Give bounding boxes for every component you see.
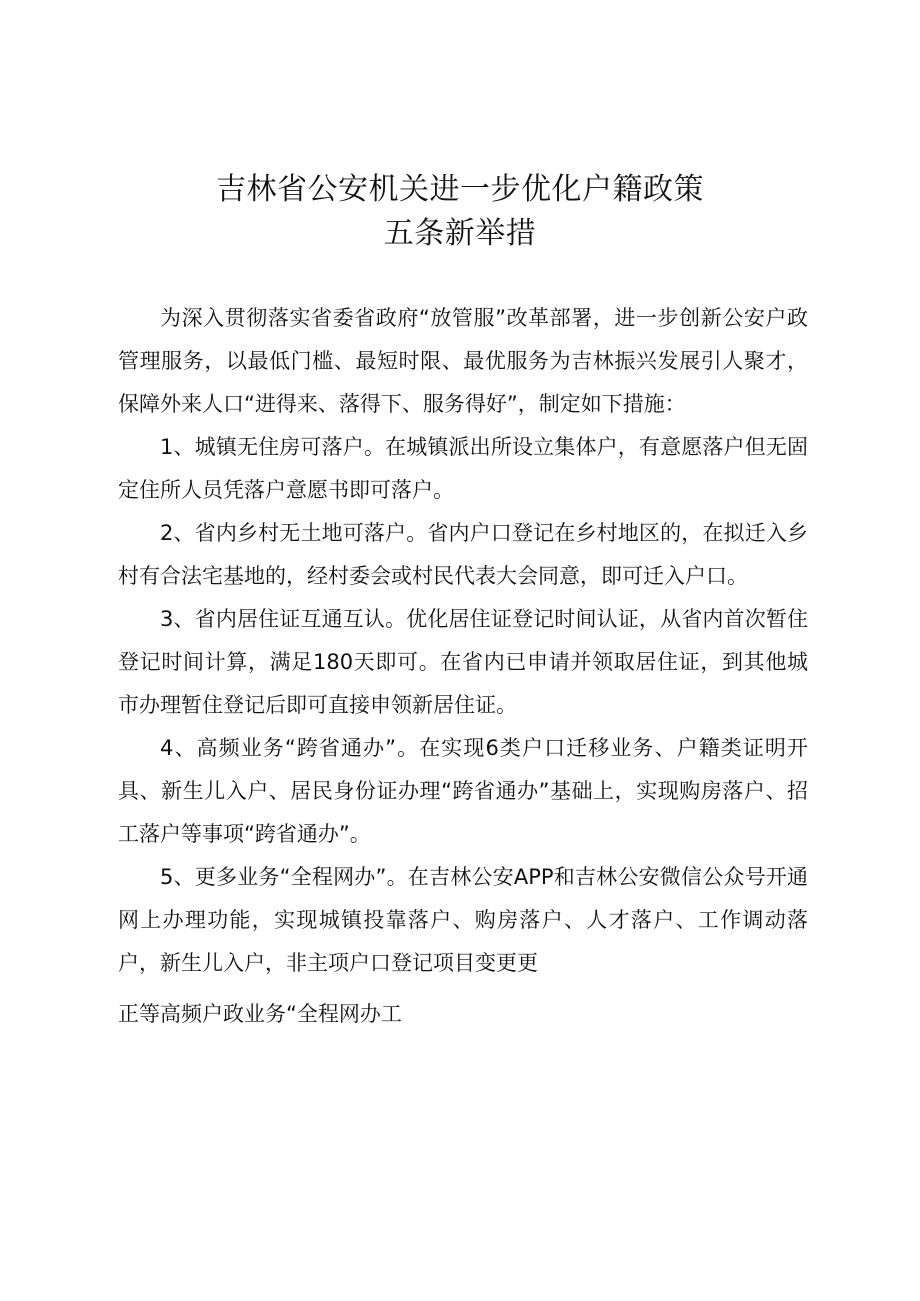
intro-paragraph: 为深入贯彻落实省委省政府“放管服”改革部署，进一步创新公安户政管理服务，以最低门槛、最短时限、最优服务为吉林振兴发展引人聚才，保障外来人口“进得来、落得下、服务得好”，制定如下措施： [118, 306, 808, 416]
tail-fragment: 正等高频户政业务“全程网办工 [118, 1002, 402, 1026]
measure-1: 1、城镇无住房可落户。在城镇派出所设立集体户，有意愿落户但无固定住所人员凭落户意愿书即可落户。 [118, 435, 808, 502]
measure-3: 3、省内居住证互通互认。优化居住证登记时间认证，从省内首次暂住登记时间计算，满足180天即可。在省内已申请并领取居住证，到其他城市办理暂住登记后即可直接申领新居住证。 [118, 607, 808, 717]
measure-4: 4、高频业务“跨省通办”。在实现6类户口迁移业务、户籍类证明开具、新生儿入户、居民身份证办理“跨省通办”基础上，实现购房落户、招工落户等事项“跨省通办”。 [118, 736, 808, 846]
measure-2: 2、省内乡村无土地可落户。省内户口登记在乡村地区的，在拟迁入乡村有合法宅基地的，经村委会或村民代表大会同意，即可迁入户口。 [118, 521, 808, 588]
document-body [118, 297, 808, 1036]
document-title [0, 168, 920, 256]
title-line-2: 五条新举措 [383, 216, 537, 251]
measure-5: 5、更多业务“全程网办”。在吉林公安APP和吉林公安微信公众号开通网上办理功能，实现城镇投靠落户、购房落户、人才落户、工作调动落户，新生儿入户，非主项户口登记项目变更更 [118, 865, 808, 975]
title-line-1: 吉林省公安机关进一步优化户籍政策 [216, 172, 704, 207]
